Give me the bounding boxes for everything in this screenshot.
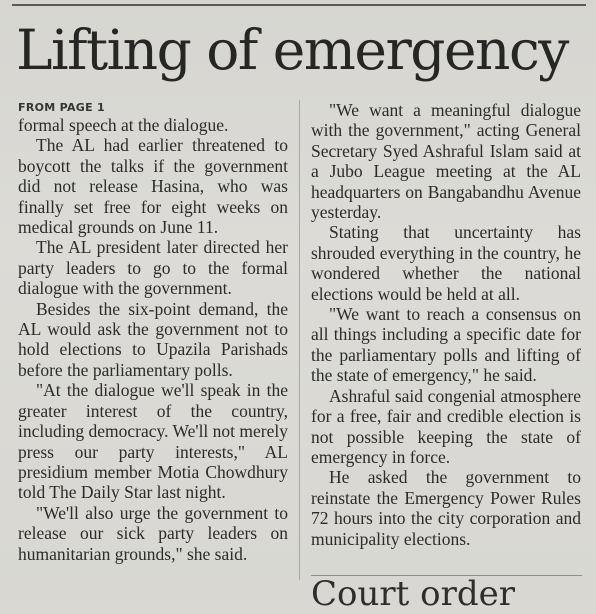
paragraph: "We want to reach a consensus on all things including a specific date for the parliamentary polls and lifting of the state of emergency," he said. [311, 304, 581, 386]
paragraph: Besides the six-point demand, the AL would ask the government not to hold elections to Upazila Parishads before the parliamentary polls. [18, 298, 288, 380]
paragraph: The AL president later directed her party leaders to go to the formal dialogue with the government. [18, 237, 288, 299]
paragraph: formal speech at the dialogue. [18, 115, 229, 135]
paragraph: Ashraful said congenial atmosphere for a free, fair and credible election is not possible keeping the state of emergency in force. [311, 385, 581, 467]
paragraph: Stating that uncertainty has shrouded everything in the country, he wondered whether the national elections would be held at all. [311, 222, 581, 304]
right-column [311, 100, 581, 549]
paragraph: The AL had earlier threatened to boycott the talks if the government did not release Hasina, who was finally set free for eight weeks on medical grounds on June 11. [18, 135, 288, 238]
paragraph: He asked the government to reinstate the Emergency Power Rules 72 hours into the city corporation and municipality elections. [311, 467, 581, 549]
column-divider [299, 100, 300, 580]
left-column [18, 100, 288, 564]
next-article-headline: Court order [311, 574, 515, 614]
headline: Lifting of emergency [16, 18, 568, 82]
continued-from-kicker: FROM PAGE 1 [18, 101, 106, 114]
paragraph: "At the dialogue we'll speak in the greater interest of the country, including democracy. We'll not merely press our party interests," AL presidium member Motia Chowdhury told The Daily Star last night. [18, 380, 288, 503]
paragraph: "We want a meaningful dialogue with the government," acting General Secretary Syed Ashraful Islam said at a Jubo League meeting at the AL headquarters on Bangabandhu Avenue yesterday. [311, 100, 581, 223]
paragraph: "We'll also urge the government to release our sick party leaders on humanitarian grounds," she said. [18, 502, 288, 564]
top-rule [12, 4, 586, 6]
